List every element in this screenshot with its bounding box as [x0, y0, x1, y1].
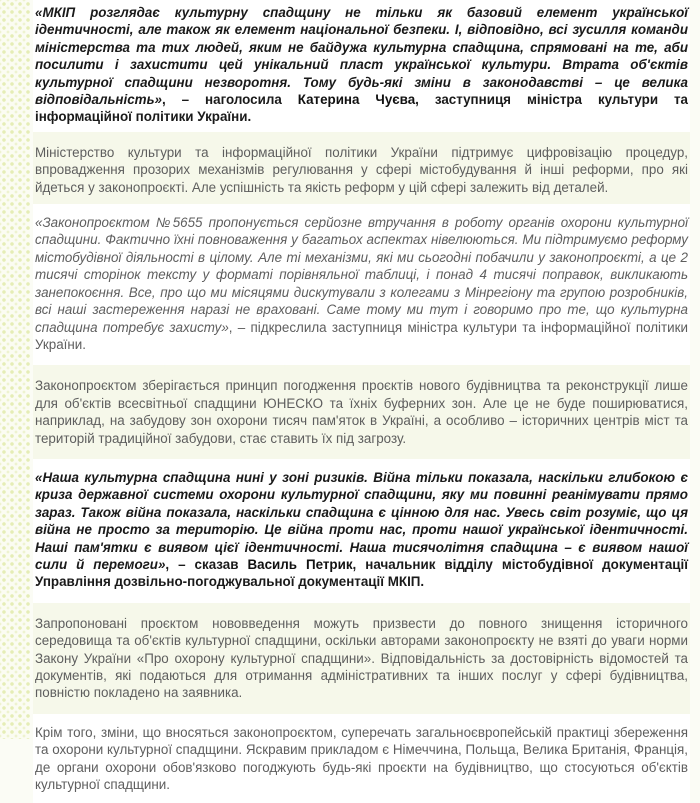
quote-text: «Законопроєктом №5655 пропонується серйозне втручання в роботу органів охорони культурної спадщини. Фактично їхні повноваження у багатьох аспектах нівелюються. Ми підтримуємо реформу містобудівної діяльності в цілому. Але ті механізми, які ми сьогодні побачили у законопроєкті, а це 2 тисячі сторінок тексту у форматі порівняльної таблиці, і понад 4 тисячі поправок, викликають занепокоєння. Все, про що ми місяцями дискутували з колегами з Мінрегіону та групою розробників, всі наші застереження наразі не враховані. Саме тому ми тут і говоримо про те, що культурна спадщина потребує захисту» — [35, 215, 688, 335]
quote-text: «Наша культурна спадщина нині у зоні ризиків. Війна тільки показала, наскільки глибокою є криза державної системи охорони культурної спадщини, яку ми повинні реанімувати прямо зараз. Також війна показала, наскільки спадщина є цінною для нас. Увесь світ розуміє, що ця війна не просто за територію. Це війна проти нас, проти нашої української ідентичності. Наші пам'ятки є виявом цієї ідентичності. Наша тисячолітня спадщина – є виявом нашої сили й перемоги» — [35, 469, 688, 572]
quote-block-petryk — [33, 459, 690, 603]
attribution-tail: , – підкреслила заступниця міністра культури та інформаційної політики України. — [35, 319, 688, 352]
paragraph-block — [33, 132, 690, 204]
attribution-lead: , – сказав — [165, 556, 248, 572]
paragraph-block — [33, 603, 690, 714]
paragraph-text: Законопроєктом зберігається принцип погодження проєктів нового будівництва та реконструкції лише для об'єктів всесвітньої спадщини ЮНЕСКО та їхніх буферних зон. Але це не буде поширюватися, наприклад, на забудову зон охорони тисяч пам'яток в Україні, а особливо – історичних центрів міст та територій традиційної забудови, стає ставить їх під загрозу. — [35, 378, 688, 446]
speaker-name: Василь Петрик — [247, 556, 353, 572]
attribution-tail: , начальник відділу містобудівної документації Управління дозвільно-погоджувальної документації МКІП. — [35, 556, 688, 590]
paragraph-text: Крім того, зміни, що вносяться законопроєктом, суперечать загальноєвропейській практиці збереження та охорони культурної спадщини. Яскравим прикладом є Німеччина, Польща, Велика Британія, Франція, де органи охорони обов'язково погоджують будь-які проєкти на будівництво, що стосуються об'єктів культурної спадщини. — [35, 724, 688, 793]
paragraph-block — [33, 365, 690, 459]
paragraph-block — [33, 714, 690, 803]
article-body — [33, 0, 690, 803]
speaker-name: Катерина Чуєва — [297, 92, 416, 108]
attribution-lead: , – наголосила — [161, 92, 298, 108]
quote-paragraph — [33, 4, 690, 126]
attribution-tail: , заступниця міністра культури та інформаційної політики України. — [35, 92, 689, 125]
quote-block-chueva — [33, 0, 690, 132]
paragraph-text: Міністерство культури та інформаційної політики України підтримує цифровізацію процедур, впровадження прозорих механізмів регулювання у сфері містобудування й інші реформи, про які йдеться у законопроєкті. Але успішність та якість реформ у цій сфері залежить від деталей. — [35, 144, 688, 195]
quote-paragraph — [33, 214, 690, 353]
paragraph-text: Запропоновані проєктом нововведення можуть призвести до повного знищення історичного середовища та об'єктів культурної спадщини, оскільки авторами законопроєкту не взяті до уваги норми Закону України «Про охорону культурної спадщини». Відповідальність за достовірність відомостей та документів, які подаються для отримання адміністративних та інших послуг у сфері будівництва, повністю покладено на заявника. — [35, 615, 688, 701]
quote-block-ministry — [33, 204, 690, 365]
quote-paragraph — [33, 469, 690, 591]
decorative-side-pattern — [0, 0, 30, 739]
quote-text: «МКІП розглядає культурну спадщину не тільки як базовий елемент української ідентичності, але також як елемент національної безпеки. І, відповідно, всі зусилля команди міністерства та тих людей, яким не байдужа культурна спадщина, спрямовані на те, аби посилити і захистити цей унікальний пласт української культури. Втрата об'єктів культурної спадщини незворотня. Тому будь-які зміни в законодавстві – це велика відповідальність» — [35, 5, 688, 108]
